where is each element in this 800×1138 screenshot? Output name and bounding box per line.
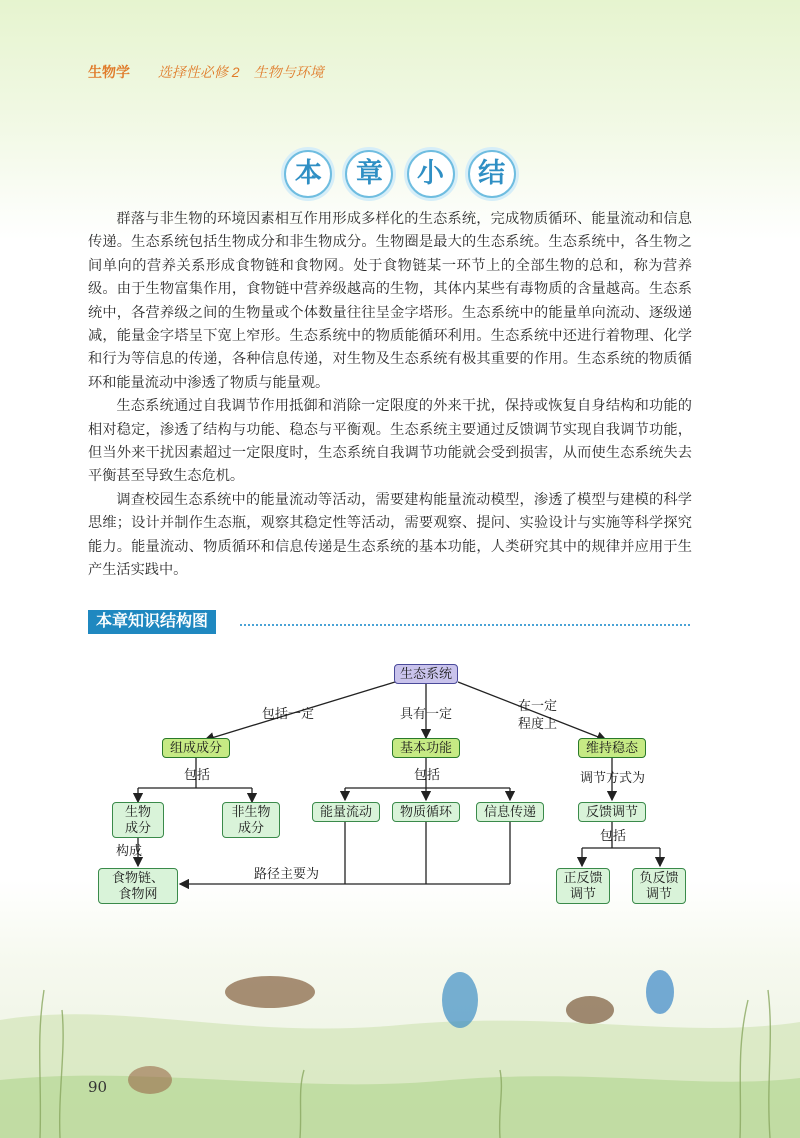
node-info-transfer-label: 信息传递 <box>483 804 536 819</box>
title-char: 章 <box>345 150 393 198</box>
knowledge-structure-diagram <box>0 640 800 930</box>
node-energy-flow-label: 能量流动 <box>319 804 372 819</box>
label-regulation-mode: 调节方式为 <box>580 770 646 785</box>
node-function <box>392 738 460 758</box>
node-negative-feedback <box>632 868 686 904</box>
node-food-web-label-1: 食物链、 <box>111 870 164 885</box>
label-include-composition: 包括 <box>184 767 211 782</box>
section-label: 本章知识结构图 <box>88 610 216 634</box>
dotted-divider <box>240 624 690 626</box>
paragraph: 群落与非生物的环境因素相互作用形成多样化的生态系统，完成物质循环、能量流动和信息传递。生态系统包括生物成分和非生物成分。生物圈是最大的生态系统。生态系统中，各生物之间单向的营养关系形成食物链和食物网。处于食物链某一环节上的全部生物的总和，称为营养级。由于生物富集作用，食物链中营养级越高的生物，其体内某些有毒物质的含量越高。生态系统中，各营养级之间的生物量或个体数量往往呈金字塔形。生态系统中的能量单向流动、逐级递减，能量金字塔呈下宽上窄形。生态系统中的物质能循环利用。生态系统中还进行着物理、化学和行为等信息的传递，各种信息传递，对生物及生态系统有极其重要的作用。生态系统的物质循环和能量流动中渗透了物质与能量观。 <box>88 211 692 391</box>
label-include-certain: 包括一定 <box>262 706 315 721</box>
node-stability <box>578 738 646 758</box>
paragraph: 生态系统通过自我调节作用抵御和消除一定限度的外来干扰，保持或恢复自身结构和功能的相对稳定，渗透了结构与功能、稳态与平衡观。生态系统主要通过反馈调节实现自我调节功能，但当外来干扰因素超过一定限度时，生态系统自我调节功能就会受到损害，从而使生态系统失去平衡甚至导致生态危机。 <box>88 398 692 485</box>
label-form: 构成 <box>116 843 143 858</box>
node-negative-label-2: 调节 <box>645 886 672 901</box>
title-char: 本 <box>284 150 332 198</box>
page-number: 90 <box>88 1078 108 1096</box>
summary-body <box>88 208 692 583</box>
node-composition-label: 组成成分 <box>169 740 222 755</box>
node-abiotic-label-1: 非生物 <box>231 804 271 819</box>
node-feedback-label: 反馈调节 <box>585 804 638 819</box>
node-abiotic-label-2: 成分 <box>237 820 264 835</box>
node-function-label: 基本功能 <box>399 740 452 755</box>
chapter-summary-title <box>0 150 800 198</box>
section-header <box>88 610 690 634</box>
node-positive-feedback <box>556 868 610 904</box>
node-biotic-label-2: 成分 <box>124 820 151 835</box>
book-title: 选择性必修 2 生物与环境 <box>157 64 324 80</box>
node-biotic <box>112 802 164 838</box>
subject-label: 生物学 <box>88 64 130 80</box>
node-positive-label-2: 调节 <box>569 886 596 901</box>
node-food-web-label-2: 食物网 <box>118 886 158 901</box>
node-stability-label: 维持稳态 <box>585 740 638 755</box>
node-positive-label-1: 正反馈 <box>563 870 603 885</box>
node-food-web <box>98 868 178 904</box>
paragraph: 调查校园生态系统中的能量流动等活动，需要建构能量流动模型，渗透了模型与建模的科学思维；设计并制作生态瓶，观察其稳定性等活动，需要观察、提问、实验设计与实施等科学探究能力。能量流动、物质循环和信息传递是生态系统的基本功能，人类研究其中的规律并应用于生产生活实践中。 <box>88 491 692 579</box>
label-include-feedback: 包括 <box>600 828 627 843</box>
node-feedback <box>578 802 646 822</box>
node-info-transfer <box>476 802 544 822</box>
node-material-cycle-label: 物质循环 <box>399 804 452 819</box>
node-biotic-label-1: 生物 <box>124 804 151 819</box>
node-abiotic <box>222 802 280 838</box>
node-energy-flow <box>312 802 380 822</box>
node-ecosystem-label: 生态系统 <box>399 666 452 681</box>
title-char: 小 <box>407 150 455 198</box>
node-composition <box>162 738 230 758</box>
label-to-certain-2: 程度上 <box>518 716 558 731</box>
label-pathway: 路径主要为 <box>254 866 320 881</box>
wetland-illustration <box>0 930 800 1138</box>
title-char: 结 <box>468 150 516 198</box>
node-negative-label-1: 负反馈 <box>639 870 679 885</box>
node-ecosystem <box>394 664 458 684</box>
label-to-certain-1: 在一定 <box>518 698 558 713</box>
label-include-function: 包括 <box>414 767 441 782</box>
node-material-cycle <box>392 802 460 822</box>
page-header <box>88 62 324 82</box>
label-have-certain: 具有一定 <box>400 706 453 721</box>
